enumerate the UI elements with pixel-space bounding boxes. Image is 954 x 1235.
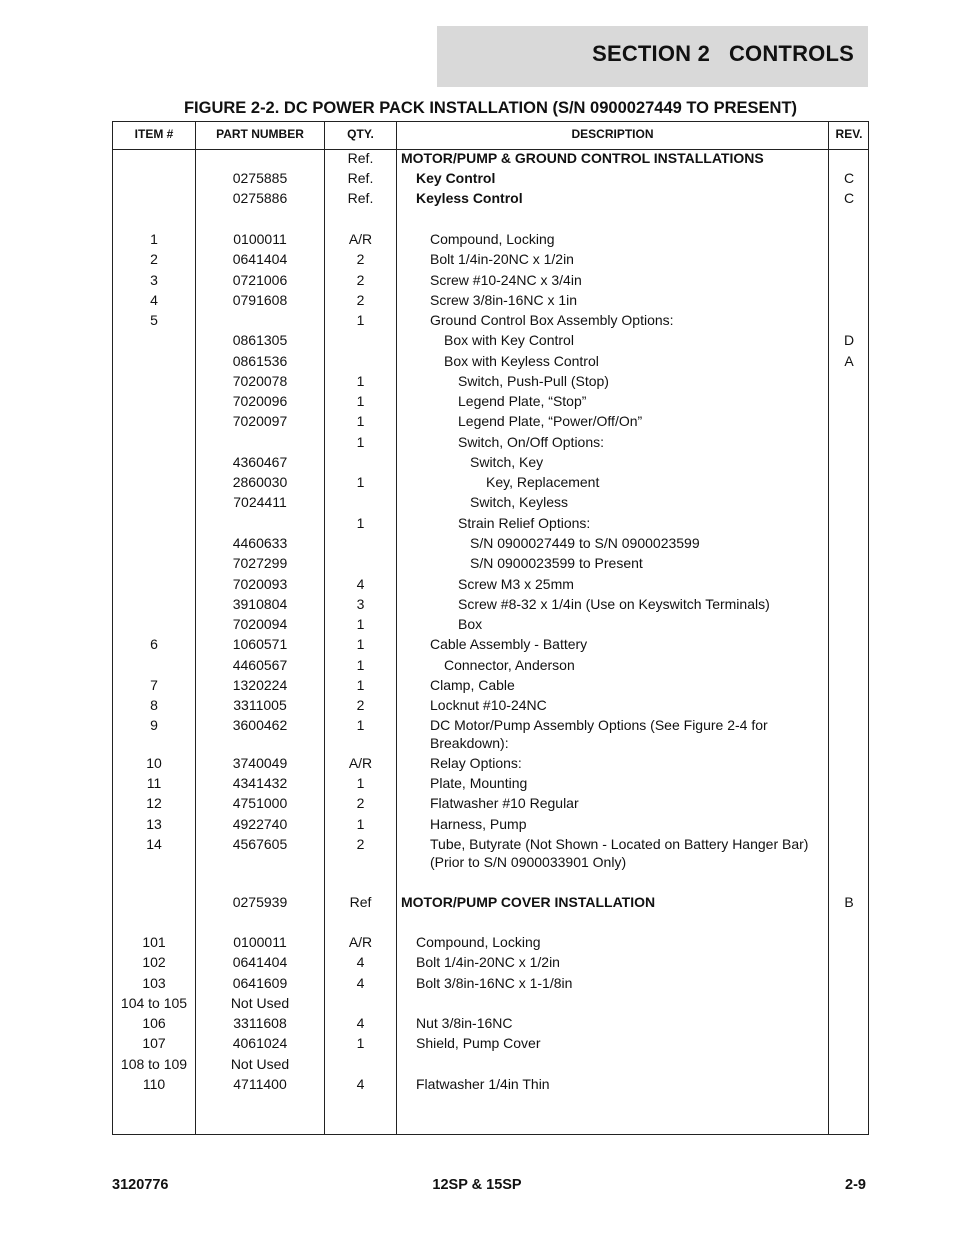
description: Compound, Locking — [416, 934, 541, 950]
description: Screw 3/8in-16NC x 1in — [430, 292, 578, 308]
description: Screw #10-24NC x 3/4in — [430, 272, 582, 288]
quantity: 1 — [356, 373, 365, 389]
part-number: 7024411 — [233, 494, 287, 510]
quantity: 1 — [356, 393, 365, 409]
part-number: 0861305 — [232, 332, 288, 348]
item-number: 6 — [150, 636, 158, 652]
quantity: Ref. — [347, 170, 374, 186]
quantity: 1 — [356, 717, 365, 733]
part-number: 0275939 — [232, 894, 288, 910]
item-number: 9 — [150, 717, 158, 733]
header-qty: QTY. — [347, 127, 374, 141]
description: Keyless Control — [416, 190, 523, 206]
part-number: 0641404 — [232, 251, 288, 267]
quantity: 1 — [356, 816, 365, 832]
item-number: 12 — [146, 795, 162, 811]
footer-model: 12SP & 15SP — [432, 1177, 522, 1193]
description: Connector, Anderson — [444, 657, 575, 673]
description: Bolt 1/4in-20NC x 1/2in — [430, 251, 574, 267]
quantity: 1 — [356, 657, 365, 673]
quantity: 1 — [356, 616, 365, 632]
part-number: 7020097 — [232, 413, 288, 429]
quantity: 2 — [356, 292, 365, 308]
description: Switch, On/Off Options: — [458, 434, 605, 450]
description-continued: (Prior to S/N 0900033901 Only) — [430, 854, 627, 870]
part-number: 0100011 — [233, 934, 287, 950]
description: S/N 0900023599 to Present — [470, 555, 643, 571]
description: Flatwasher #10 Regular — [430, 795, 579, 811]
part-number: Not Used — [230, 1056, 290, 1072]
item-number: 108 to 109 — [120, 1056, 188, 1072]
part-number: 2860030 — [232, 474, 288, 490]
item-number: 103 — [142, 975, 166, 991]
revision: B — [844, 894, 854, 910]
part-number: 3311608 — [233, 1015, 287, 1031]
description: Key, Replacement — [486, 474, 600, 490]
description: DC Motor/Pump Assembly Options (See Figure 2-4 for — [430, 717, 768, 733]
description: Legend Plate, “Stop” — [458, 393, 587, 409]
part-number: 0275885 — [232, 170, 288, 186]
description: Tube, Butyrate (Not Shown - Located on Battery Hanger Bar) — [430, 836, 809, 852]
quantity: 3 — [356, 596, 365, 612]
column-divider — [396, 122, 397, 1134]
description: Locknut #10-24NC — [430, 697, 547, 713]
part-number: 4567605 — [232, 836, 288, 852]
item-number: 1 — [150, 231, 158, 247]
description: Shield, Pump Cover — [416, 1035, 541, 1051]
quantity: 4 — [356, 576, 365, 592]
description: Screw M3 x 25mm — [458, 576, 574, 592]
part-number: 0861536 — [232, 353, 288, 369]
part-number: 7020078 — [232, 373, 288, 389]
description: S/N 0900027449 to S/N 0900023599 — [470, 535, 700, 551]
quantity: 2 — [356, 697, 365, 713]
part-number: 0100011 — [233, 231, 287, 247]
part-number: 7020093 — [232, 576, 288, 592]
figure-title: FIGURE 2-2. DC POWER PACK INSTALLATION (S/N 0900027449 TO PRESENT) — [183, 99, 798, 117]
description: Compound, Locking — [430, 231, 555, 247]
quantity: Ref. — [347, 150, 374, 166]
footer-page-number: 2-9 — [845, 1177, 866, 1193]
part-number: 4341432 — [232, 775, 288, 791]
quantity: A/R — [348, 755, 373, 771]
description: Bolt 3/8in-16NC x 1-1/8in — [416, 975, 573, 991]
item-number: 8 — [150, 697, 158, 713]
description: Harness, Pump — [430, 816, 527, 832]
quantity: 1 — [356, 515, 365, 531]
description: Switch, Key — [470, 454, 544, 470]
part-number: 0791608 — [232, 292, 288, 308]
description: Legend Plate, “Power/Off/On” — [458, 413, 643, 429]
quantity: 1 — [356, 413, 365, 429]
header-part-number: PART NUMBER — [216, 127, 304, 141]
quantity: Ref — [349, 894, 372, 910]
quantity: 1 — [356, 677, 365, 693]
quantity: 1 — [356, 312, 365, 328]
part-number: 4751000 — [232, 795, 288, 811]
quantity: 1 — [356, 775, 365, 791]
part-number: 0721006 — [232, 272, 288, 288]
part-number: 3311005 — [233, 697, 287, 713]
description: Clamp, Cable — [430, 677, 515, 693]
description: Switch, Keyless — [470, 494, 569, 510]
revision: C — [843, 170, 855, 186]
parts-table — [112, 121, 869, 1135]
quantity: 2 — [356, 836, 365, 852]
revision: D — [843, 332, 855, 348]
quantity: A/R — [348, 231, 373, 247]
header-item: ITEM # — [134, 127, 174, 141]
quantity: 4 — [356, 954, 365, 970]
item-number: 104 to 105 — [120, 995, 188, 1011]
part-number: 3740049 — [232, 755, 288, 771]
description: Box with Key Control — [444, 332, 574, 348]
quantity: 1 — [356, 636, 365, 652]
part-number: 0641609 — [232, 975, 288, 991]
part-number: 7027299 — [232, 555, 288, 571]
quantity: A/R — [348, 934, 373, 950]
item-number: 7 — [150, 677, 158, 693]
quantity: Ref. — [347, 190, 374, 206]
part-number: 0641404 — [232, 954, 288, 970]
item-number: 14 — [146, 836, 162, 852]
section-title: SECTION 2 CONTROLS — [592, 41, 854, 66]
part-number: 7020096 — [232, 393, 288, 409]
part-number: 4711400 — [233, 1076, 287, 1092]
section-header — [437, 26, 868, 87]
quantity: 4 — [356, 1076, 365, 1092]
revision: A — [844, 353, 854, 369]
quantity: 1 — [356, 1035, 365, 1051]
description: Screw #8-32 x 1/4in (Use on Keyswitch Terminals) — [458, 596, 770, 612]
item-number: 101 — [142, 934, 166, 950]
description: MOTOR/PUMP COVER INSTALLATION — [401, 894, 656, 910]
item-number: 3 — [150, 272, 158, 288]
quantity: 2 — [356, 795, 365, 811]
quantity: 4 — [356, 975, 365, 991]
description: Bolt 1/4in-20NC x 1/2in — [416, 954, 560, 970]
part-number: 0275886 — [232, 190, 288, 206]
description: Strain Relief Options: — [458, 515, 591, 531]
item-number: 102 — [142, 954, 166, 970]
footer-doc-number: 3120776 — [112, 1177, 169, 1193]
description: Switch, Push-Pull (Stop) — [458, 373, 609, 389]
item-number: 4 — [150, 292, 158, 308]
item-number: 11 — [146, 775, 162, 791]
part-number: 3600462 — [232, 717, 288, 733]
part-number: 1320224 — [232, 677, 288, 693]
quantity: 2 — [356, 272, 365, 288]
part-number: 4922740 — [232, 816, 288, 832]
description: Relay Options: — [430, 755, 522, 771]
revision: C — [843, 190, 855, 206]
item-number: 10 — [146, 755, 162, 771]
item-number: 107 — [142, 1035, 166, 1051]
description: MOTOR/PUMP & GROUND CONTROL INSTALLATIONS — [401, 150, 764, 166]
part-number: 4360467 — [232, 454, 288, 470]
quantity: 1 — [356, 434, 365, 450]
quantity: 4 — [356, 1015, 365, 1031]
part-number: 3910804 — [232, 596, 288, 612]
description: Ground Control Box Assembly Options: — [430, 312, 674, 328]
item-number: 106 — [142, 1015, 166, 1031]
description: Box with Keyless Control — [444, 353, 599, 369]
description-continued: Breakdown): — [430, 735, 509, 751]
description: Cable Assembly - Battery — [430, 636, 588, 652]
part-number: 4460567 — [232, 657, 288, 673]
quantity: 1 — [356, 474, 365, 490]
item-number: 5 — [150, 312, 158, 328]
description: Key Control — [416, 170, 496, 186]
item-number: 13 — [146, 816, 162, 832]
header-description: DESCRIPTION — [571, 127, 654, 141]
description: Box — [458, 616, 483, 632]
item-number: 2 — [150, 251, 158, 267]
part-number: Not Used — [230, 995, 290, 1011]
part-number: 4460633 — [232, 535, 288, 551]
part-number: 7020094 — [232, 616, 288, 632]
description: Plate, Mounting — [430, 775, 528, 791]
part-number: 4061024 — [232, 1035, 288, 1051]
part-number: 1060571 — [232, 636, 288, 652]
description: Flatwasher 1/4in Thin — [416, 1076, 550, 1092]
item-number: 110 — [142, 1076, 166, 1092]
quantity: 2 — [356, 251, 365, 267]
header-rev: REV. — [835, 127, 863, 141]
description: Nut 3/8in-16NC — [416, 1015, 513, 1031]
